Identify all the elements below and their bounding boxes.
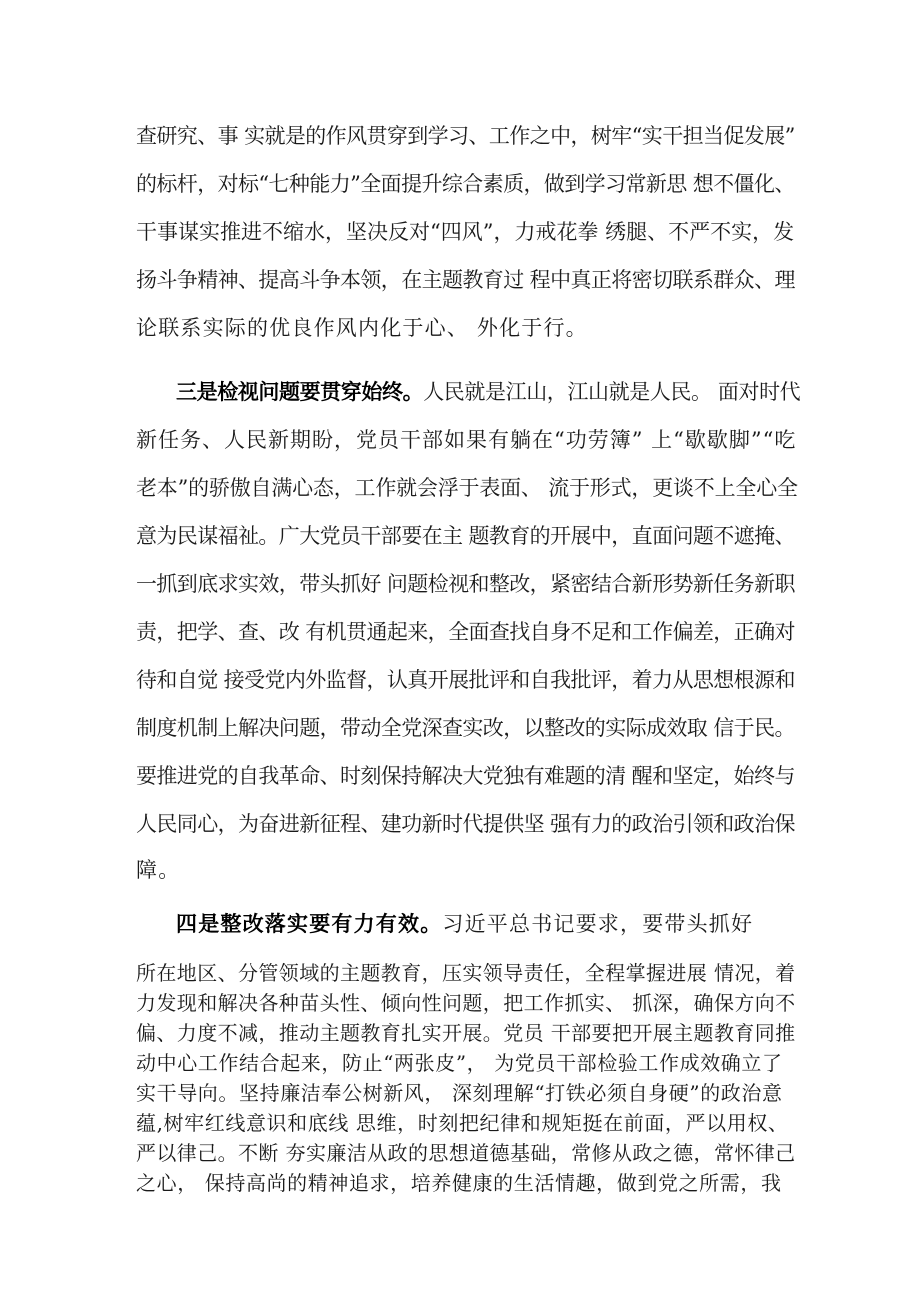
paragraph-line: 待和自觉 接受党内外监督，认真开展批评和自我批评，着力从思想根源和 (136, 668, 795, 692)
paragraph-line: 干事谋实推进不缩水，坚决反对“四风”，力戒花拳 绣腿、不严不实，发 (136, 220, 795, 244)
paragraph-line: 所在地区、分管领域的主题教育，压实领导责任，全程掌握进展 情况，着 (136, 961, 796, 985)
paragraph-line: 扬斗争精神、提高斗争本领，在主题教育过 程中真正将密切联系群众、理 (136, 268, 795, 292)
paragraph-line: 人民同心，为奋进新征程、建功新时代提供坚 强有力的政治引领和政治保 (136, 812, 795, 836)
paragraph-line: 意为民谋福祉。广大党员干部要在主 题教育的开展中，直面问题不遮掩、 (136, 524, 795, 548)
paragraph-line: 要推进党的自我革命、时刻保持解决大党独有难题的清 醒和坚定，始终与 (136, 764, 795, 788)
paragraph-line: 的标杆，对标“七种能力”全面提升综合素质，做到学习常新思 想不僵化、 (136, 172, 795, 196)
paragraph-line: 力发现和解决各种苗头性、倾向性问题，把工作抓实、 抓深，确保方向不 (136, 991, 796, 1015)
section-3-first-line (176, 368, 800, 416)
section-3-first-line-text: 人民就是江山，江山就是人民。 面对时代 (423, 380, 801, 404)
section-4-first-line (176, 908, 753, 940)
section-4-first-line-text: 习近平总书记要求，要带头抓好 (442, 912, 754, 936)
paragraph-line: 偏、力度不减，推动主题教育扎实开展。党员 干部要把开展主题教育同推 (136, 1021, 796, 1045)
paragraph-line: 之心， 保持高尚的精神追求，培养健康的生活情趣，做到党之所需，我 (136, 1171, 782, 1195)
paragraph-line: 动中心工作结合起来，防止“两张皮”， 为党员干部检验工作成效确立了 (136, 1051, 783, 1075)
paragraph-line: 论联系实际的优良作风内化于心、 外化于行。 (136, 316, 588, 340)
paragraph-line: 责，把学、查、改 有机贯通起来，全面查找自身不足和工作偏差，正确对 (136, 620, 795, 644)
paragraph-line: 一抓到底求实效，带头抓好 问题检视和整改，紧密结合新形势新任务新职 (136, 572, 795, 596)
paragraph-line: 新任务、人民新期盼，党员干部如果有躺在“功劳簿” 上“歇歇脚”“吃 (136, 428, 797, 452)
paragraph-line: 制度机制上解决问题，带动全党深查实改，以整改的实际成效取 信于民。 (136, 716, 795, 740)
section-4-heading: 四是整改落实要有力有效。 (176, 911, 443, 936)
section-3-heading: 三是检视问题要贯穿始终。 (176, 379, 424, 404)
paragraph-line: 查研究、事 实就是的作风贯穿到学习、工作之中，树牢“实干担当促发展” (136, 124, 795, 148)
paragraph-line: 实干导向。坚持廉洁奉公树新风， 深刻理解“打铁必须自身硬”的政治意 (136, 1081, 783, 1105)
paragraph-line: 严以律己。不断 夯实廉洁从政的思想道德基础，常修从政之德，常怀律己 (136, 1141, 796, 1165)
paragraph-line: 蕴,树牢红线意识和底线 思维，时刻把纪律和规矩挺在前面，严以用权、 (136, 1111, 789, 1135)
paragraph-line: 障。 (136, 858, 181, 882)
paragraph-line: 老本”的骄傲自满心态，工作就会浮于表面、 流于形式，更谈不上全心全 (136, 476, 798, 500)
